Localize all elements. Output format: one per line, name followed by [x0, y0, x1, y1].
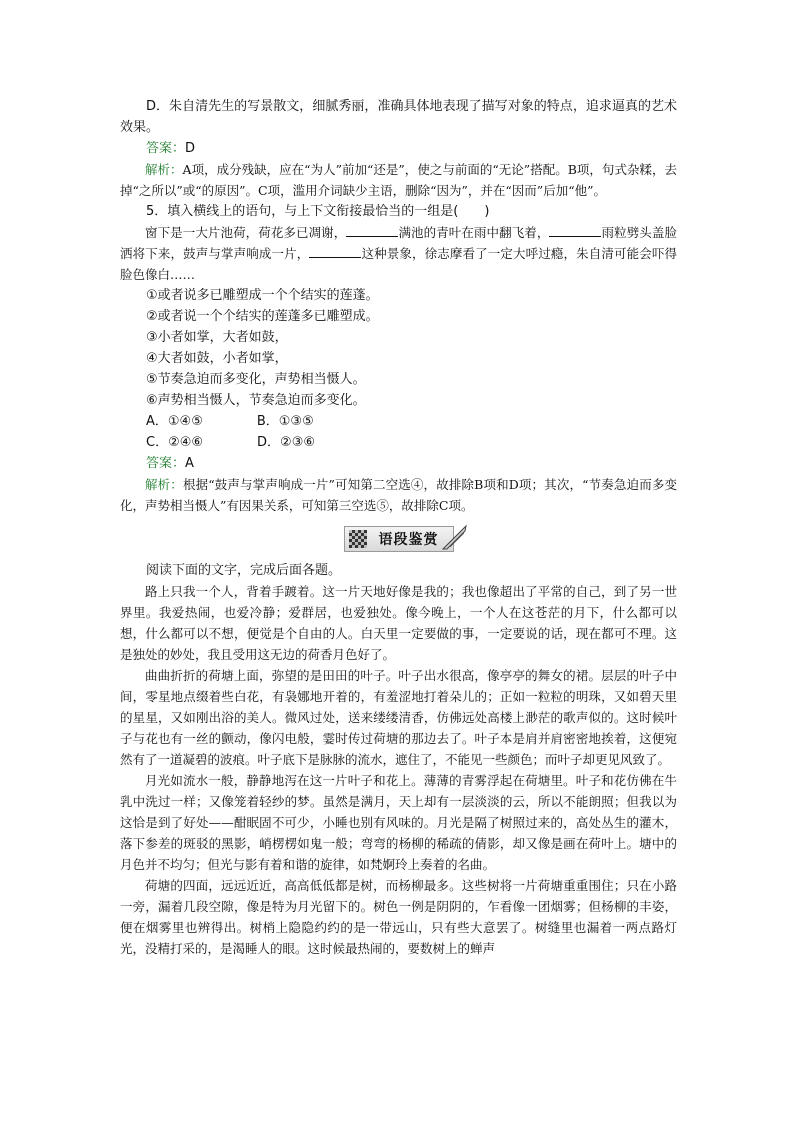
- fill-blank-1: [346, 224, 398, 237]
- passage-part-2: 满池的青叶在雨中翻飞着，: [398, 225, 550, 240]
- reading-paragraph-1: 路上只我一个人，背着手踱着。这一片天地好像是我的；我也像超出了平常的自己，到了另一世界里。我爱热闹，也爱冷静；爱群居，也爱独处。像今晚上，一个人在这苍茫的月下，什么都可以想，什么都可以不想，便觉是个自由的人。白天里一定要做的事，一定要说的话，现在都可不理。这是独处的妙处，我且受用这无边的荷香月色好了。: [120, 584, 677, 662]
- checker-block-icon: [349, 530, 367, 548]
- choice-6: ⑥声势相当慑人，节奏急迫而多变化。: [146, 393, 366, 408]
- option-b: B．①③⑤: [256, 414, 314, 429]
- q5-passage: [120, 222, 677, 285]
- choice-2: ②或者说一个个结实的莲蓬多已雕塑成。: [146, 309, 379, 324]
- options-row-1: [120, 411, 677, 432]
- explain-text: A项，成分残缺，应在“为人”前加“还是”，使之与前面的“无论”搭配。B项，句式杂糅，去掉“之所以”或“的原因”。C项，滥用介词缺少主语，删除“因为”，并在“因而”后加“他”。: [120, 162, 677, 198]
- choice-3: ③小者如掌，大者如鼓，: [146, 330, 288, 345]
- section-title: 语段鉴赏: [378, 532, 439, 548]
- fill-blank-3: [309, 245, 361, 258]
- explain-text: 根据“鼓声与掌声响成一片”可知第二空选④，故排除B项和D项；其次，“节奏急迫而多变化，声势相当慑人”有因果关系，可知第三空选⑤，故排除C项。: [120, 477, 677, 513]
- passage-part-4: 这种景象，徐志摩看了一定大呼过瘾，朱自清可能会吓得脸色像白……: [120, 246, 677, 282]
- option-c: C．②④⑥: [146, 435, 204, 450]
- q4-option-d: D．朱自清先生的写景散文，细腻秀丽，准确具体地表现了描写对象的特点，追求逼真的艺术效果。: [120, 99, 677, 135]
- page-content: [120, 96, 677, 959]
- q4-explanation: [120, 159, 677, 201]
- option-a: A．①④⑤: [146, 414, 203, 429]
- choice-1: ①或者说多已雕塑成一个个结实的莲蓬。: [146, 288, 379, 303]
- explain-label: 解析：: [145, 162, 183, 177]
- reading-paragraph-3: 月光如流水一般，静静地泻在这一片叶子和花上。薄薄的青雾浮起在荷塘里。叶子和花仿佛在牛乳中洗过一样；又像笼着轻纱的梦。虽然是满月，天上却有一层淡淡的云，所以不能朗照；但我以为这恰是到了好处——酣眠固不可少，小睡也别有风味的。月光是隔了树照过来的，高处丛生的灌木，落下参差的斑驳的黑影，峭楞楞如鬼一般；弯弯的杨柳的稀疏的倩影，却又像是画在荷叶上。塘中的月色并不均匀；但光与影有着和谐的旋律，如梵婀玲上奏着的名曲。: [120, 773, 677, 872]
- reading-paragraph-4: 荷塘的四面，远远近近，高高低低都是树，而杨柳最多。这些树将一片荷塘重重围住；只在小路一旁，漏着几段空隙，像是特为月光留下的。树色一例是阴阴的，乍看像一团烟雾；但杨柳的丰姿，便在烟雾里也辨得出。树梢上隐隐约约的是一带远山，只有些大意罢了。树缝里也漏着一两点路灯光，没精打采的，是渴睡人的眼。这时候最热闹的，要数树上的蝉声: [120, 878, 677, 956]
- answer-label: 答案：: [146, 141, 186, 156]
- answer-value: A: [185, 456, 194, 471]
- fill-blank-2: [549, 224, 601, 237]
- answer-value: D: [185, 141, 196, 156]
- passage-part-1: 窗下是一大片池荷，荷花多已凋谢，: [145, 225, 347, 240]
- choice-4: ④大者如鼓，小者如掌，: [146, 351, 288, 366]
- q5-answer: [120, 453, 677, 474]
- reading-paragraph-2: 曲曲折折的荷塘上面，弥望的是田田的叶子。叶子出水很高，像亭亭的舞女的裙。层层的叶子中间，零星地点缀着些白花，有袅娜地开着的，有羞涩地打着朵儿的；正如一粒粒的明珠，又如碧天里的星星，又如刚出浴的美人。微风过处，送来缕缕清香，仿佛远处高楼上渺茫的歌声似的。这时候叶子与花也有一丝的颤动，像闪电般，霎时传过荷塘的那边去了。叶子本是肩并肩密密地挨着，这便宛然有了一道凝碧的波痕。叶子底下是脉脉的流水，遮住了，不能见一些颜色；而叶子却更见风致了。: [120, 668, 677, 767]
- q4-answer: [120, 138, 677, 159]
- options-row-2: [120, 432, 677, 453]
- quill-pen-icon: [439, 523, 469, 553]
- q5-stem: 5．填入横线上的语句，与上下文衔接最恰当的一组是( ): [146, 204, 490, 219]
- q5-explanation: [120, 474, 677, 516]
- section-banner-row: [120, 526, 677, 552]
- passage-part-3: 雨粒劈头盖脸洒将下来，鼓声与掌声响成一片，: [120, 225, 677, 261]
- answer-label: 答案：: [146, 456, 186, 471]
- choice-5: ⑤节奏急迫而多变化，声势相当慑人。: [146, 372, 366, 387]
- option-d: D．②③⑥: [257, 435, 316, 450]
- explain-label: 解析：: [145, 477, 183, 492]
- section-banner: [344, 526, 454, 552]
- reading-instruction: 阅读下面的文字，完成后面各题。: [146, 563, 342, 578]
